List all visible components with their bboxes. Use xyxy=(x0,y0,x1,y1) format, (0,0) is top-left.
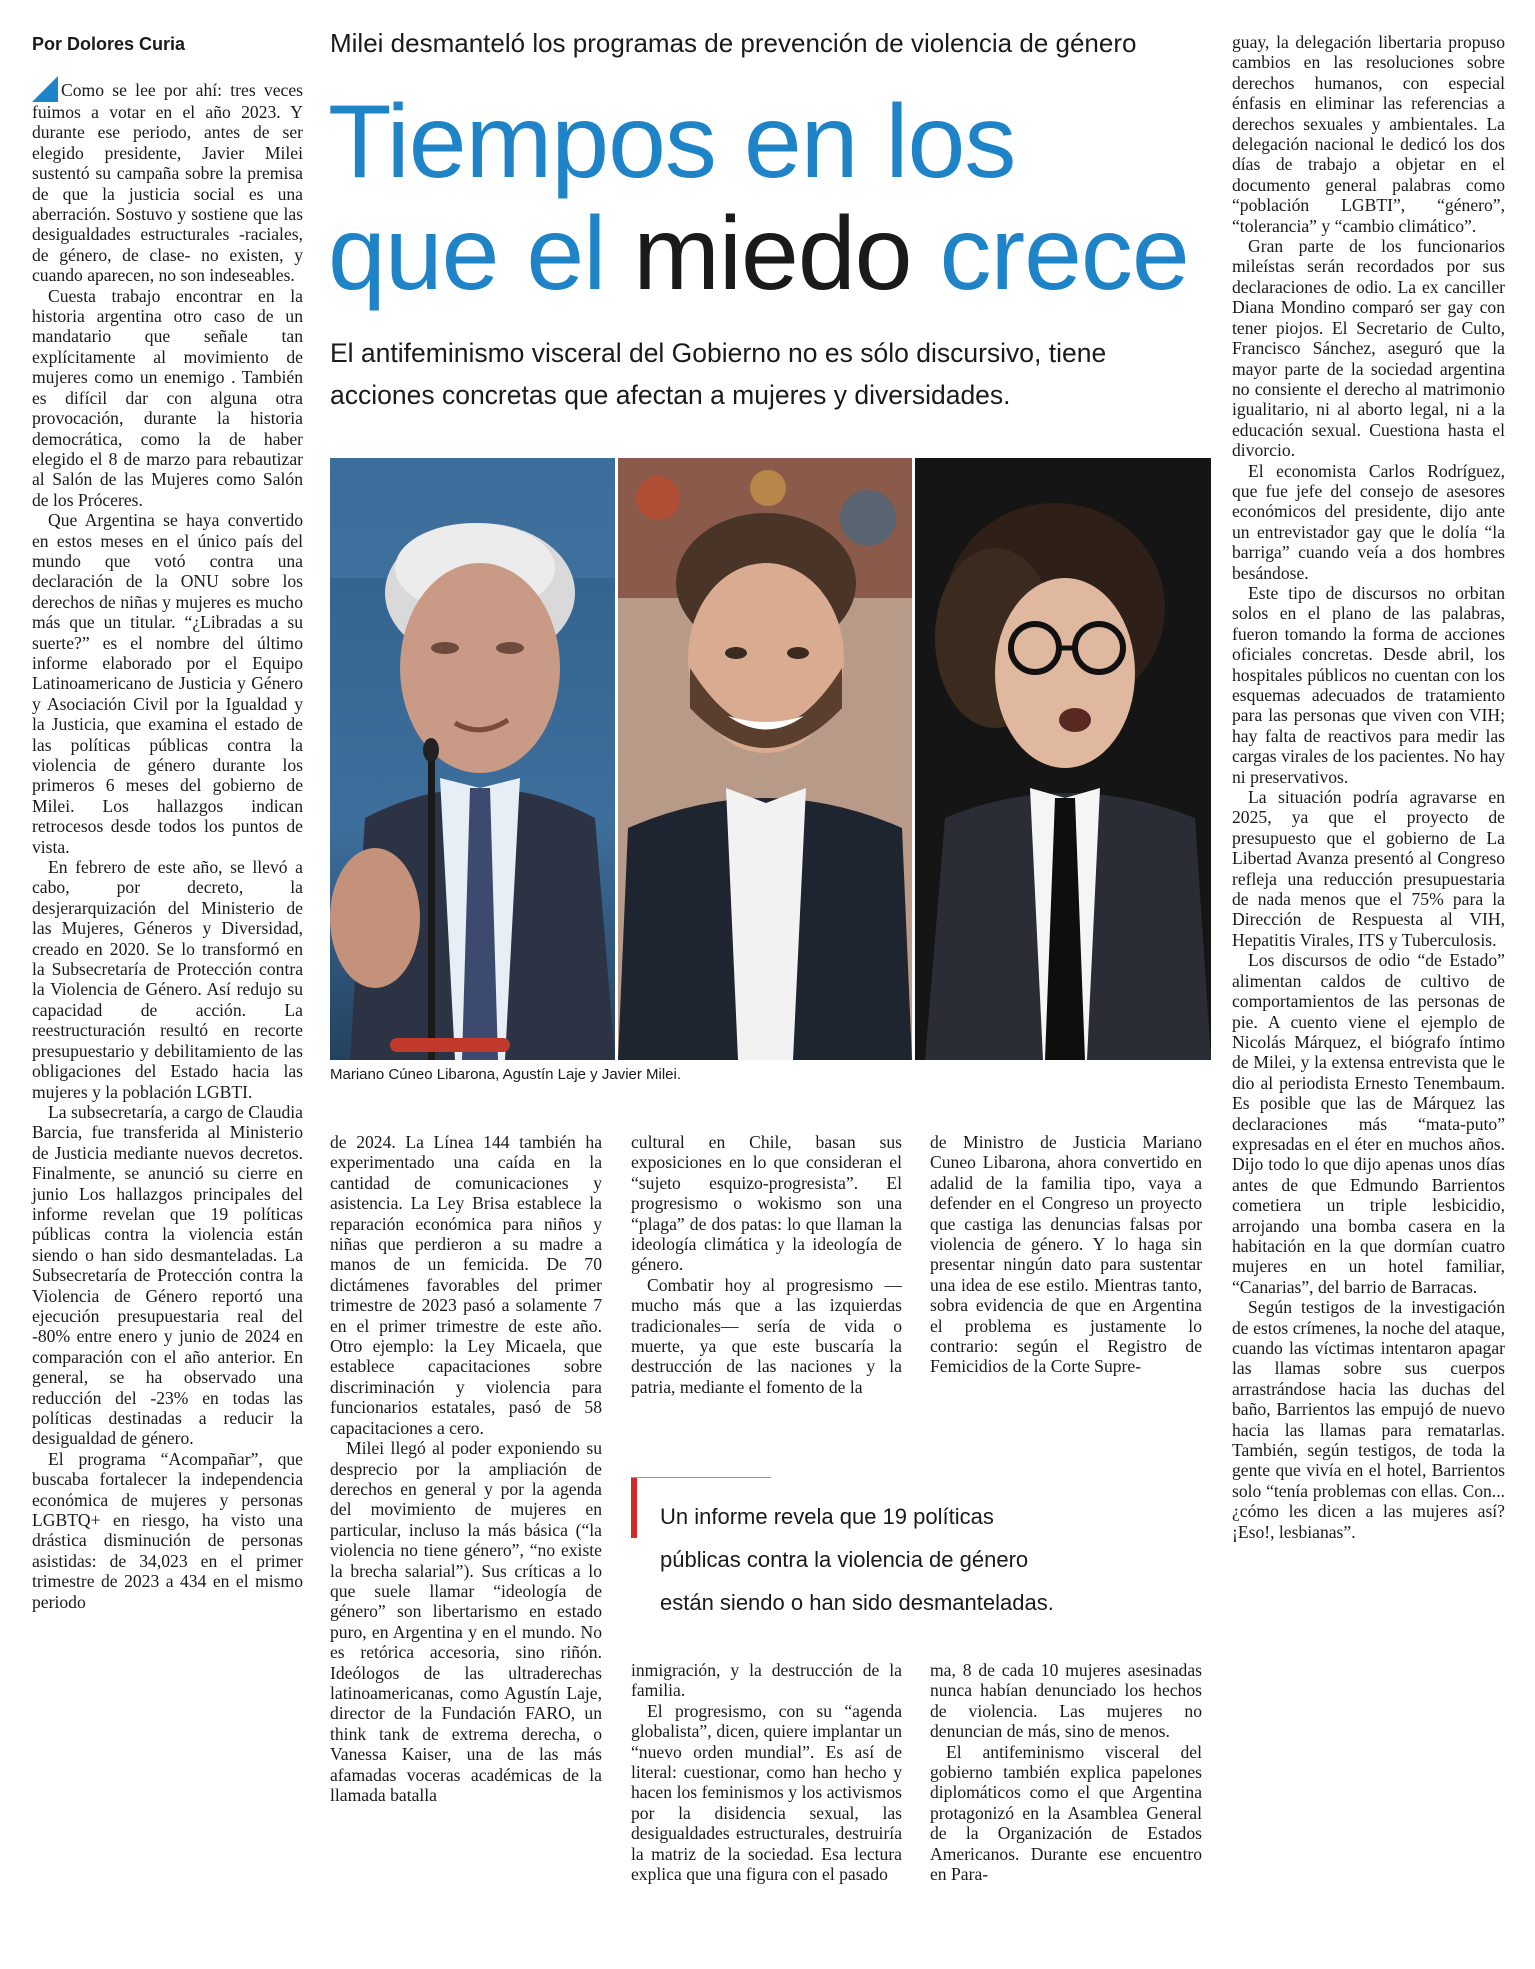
article-column-2 xyxy=(330,1132,602,1805)
portrait-image xyxy=(618,458,912,1060)
headline-line-2: que el miedo crece xyxy=(328,196,1189,312)
paragraph: Combatir hoy al progresismo —mucho más que a las izquierdas tradicionales— sería de vida o muerte, ya que este buscaría la destrucción de las naciones y la patria, mediante el fomento de la xyxy=(631,1274,902,1397)
article-column-5 xyxy=(1232,32,1505,1542)
byline: Por Dolores Curia xyxy=(32,34,186,54)
paragraph: Como se lee por ahí: tres veces fuimos a votar en el año 2023. Y durante ese periodo, antes de ser elegido presidente, Javier Milei sustentó su campaña sobre la premisa de que la justicia social es una aberración. Sostuvo y sostiene que las desigualdades estructurales -raciales, de género, de clase- no existen, y cuando aparecen, no son indeseables. xyxy=(32,80,303,286)
paragraph: Este tipo de discursos no orbitan solos en el plano de las palabras, fueron tomando la forma de acciones oficiales concretas. Desde abril, los hospitales públicos no cuentan con los esquemas adecuados de tratamiento para las personas que viven con VIH; hay falta de reactivos para medir las cargas virales de los pacientes. No hay ni preservativos. xyxy=(1232,582,1505,787)
headline xyxy=(328,86,1208,310)
paragraph: El antifeminismo visceral del gobierno también explica papelones diplomáticos como el que Argentina protagonizó en la Asamblea General de la Organización de Estados Americanos. Durante ese encuentro en Para- xyxy=(930,1741,1202,1885)
pull-quote xyxy=(660,1495,1130,1624)
article-column-3-top xyxy=(631,1132,902,1397)
article-column-3-bottom xyxy=(631,1660,902,1884)
photo-milei xyxy=(915,458,1211,1060)
deck: El antifeminismo visceral del Gobierno no es sólo discursivo, tiene acciones concretas que afectan a mujeres y diversidades. xyxy=(330,338,1107,410)
paragraph: Que Argentina se haya convertido en estos meses en el único país del mundo que votó contra una declaración de la ONU sobre los derechos de niñas y mujeres es mucho más que un titular. “¿Libradas a su suerte?” es el nombre del último informe elaborado por el Equipo Latinoamericano de Justicia y Género y Asociación Civil por la Igualdad y la Justicia, que examina el estado de las políticas públicas contra la violencia de género durante los primeros 6 meses del gobierno de Milei. Los hallazgos indican retrocesos desde todos los puntos de vista. xyxy=(32,510,303,857)
paragraph: Según testigos de la investigación de estos crímenes, la noche del ataque, cuando las víctimas intentaron apagar las llamas sobre sus cuerpos arrastrándose hacia las duchas del baño, Barrientos las empujó de nuevo hacia las llamas para rematarlas. También, según testigos, de toda la gente que vivía en el hotel, Barrientos solo “tenía problemas con ellas. Con... ¿cómo les dicen a las mujeres así? ¡Eso!, lesbianas”. xyxy=(1232,1297,1505,1542)
pull-quote-line-3: están siendo o han sido desmanteladas. xyxy=(660,1590,1054,1615)
headline-line-1: Tiempos en los xyxy=(328,84,1016,200)
pull-quote-accent-bar xyxy=(631,1478,637,1538)
paragraph: Gran parte de los funcionarios mileístas serán recordados por sus declaraciones de odio. La ex canciller Diana Mondino comparó ser gay con tener piojos. El Secretario de Culto, Francisco Sánchez, aseguró que la mayor parte de la sociedad argentina no consiente el derecho al matrimonio igualitario, ni al aborto legal, ni a la educación sexual. Cuestiona hasta el divorcio. xyxy=(1232,236,1505,461)
paragraph: El programa “Acompañar”, que buscaba fortalecer la independencia económica de mujeres y personas LGBTQ+ en riesgo, ha visto una drástica disminución de personas asistidas: de 34,023 en el primer trimestre de 2023 a 434 en el mismo periodo xyxy=(32,1448,303,1612)
paragraph: de Ministro de Justicia Mariano Cuneo Libarona, ahora convertido en adalid de la familia tipo, vaya a defender en el Congreso un proyecto que castiga las denuncias falsas por violencia de género. Y lo haga sin presentar ningún dato para sustentar una idea de ese estilo. Mientras tanto, sobra evidencia de que en Argentina el problema es justamente lo contrario: según el Registro de Femicidios de la Corte Supre- xyxy=(930,1132,1202,1377)
paragraph: de 2024. La Línea 144 también ha experimentado una caída en la cantidad de comunicaciones y asistencia. La Ley Brisa establece la reparación económica para niños y niñas que perdieron a su madre a manos de un femicida. De 70 dictámenes favorables del primer trimestre de 2023 pasó a solamente 7 en el primer trimestre de este año. Otro ejemplo: la Ley Micaela, que establece capacitaciones sobre discriminación y violencia para funcionarios estatales, pasó de 58 capacitaciones a cero. xyxy=(330,1132,602,1438)
paragraph: El economista Carlos Rodríguez, que fue jefe del consejo de asesores económicos del presidente, dijo ante un entrevistador gay que le dolía “la barriga” cuando veía a dos hombres besándose. xyxy=(1232,460,1505,583)
pull-quote-line-2: públicas contra la violencia de género xyxy=(660,1547,1029,1572)
portrait-image xyxy=(330,458,615,1060)
paragraph: Los discursos de odio “de Estado” alimentan caldos de cultivo de comportamientos de las personas de pie. A cuento viene el ejemplo de Nicolás Márquez, el biógrafo íntimo de Milei, y la extensa entrevista que le dio al periodista Ernesto Tenembaum. Es posible que las de Márquez las declaraciones más “mata-puto” expresadas en el éter en muchos años. Dijo todo lo que dijo apenas unos días antes de que Edmundo Barrientos cometiera un triple lesbicidio, arrojando una bomba casera en la habitación en la que dormían cuatro mujeres en un hotel familiar, “Canarias”, del barrio de Barracas. xyxy=(1232,950,1505,1297)
photo-strip xyxy=(330,458,1211,1060)
photo-laje xyxy=(618,458,912,1060)
photo-cuneo-libarona xyxy=(330,458,615,1060)
paragraph: En febrero de este año, se llevó a cabo, por decreto, la desjerarquización del Ministerio de las Mujeres, Géneros y Diversidad, creado en 2020. Se lo transformó en la Subsecretaría de Protección contra la Violencia de Género. Así redujo su capacidad de acción. La reestructuración resultó en recorte presupuestario y debilitamiento de las obligaciones del Estado hacia las mujeres y la población LGBTI. xyxy=(32,857,303,1102)
paragraph: guay, la delegación libertaria propuso cambios en las resoluciones sobre derechos humanos, con especial énfasis en eliminar las referencias a derechos sexuales y ambientales. La delegación nacional le dedicó los dos días de trabajo a objetar en el documento general palabras como “población LGBTI”, “género”, “tolerancia” y “cambio climático”. xyxy=(1232,32,1505,236)
article-column-4-bottom xyxy=(930,1660,1202,1884)
paragraph: Milei llegó al poder exponiendo su desprecio por la ampliación de derechos en general y por la agenda del movimiento de mujeres en particular, incluso la más básica (“la violencia no tiene género”, “no existe la brecha salarial”). Sus críticas a lo que suele llamar “ideología de género” son libertarismo en estado puro, en Argentina y en el mundo. No es retórica accesoria, sino riñón. Ideólogos de las ultraderechas latinoamericanas, como Agustín Laje, director de la Fundación FARO, un think tank de extrema derecha, o Vanessa Kaiser, una de las más afamadas voceras académicas de la llamada batalla xyxy=(330,1438,602,1805)
paragraph: cultural en Chile, basan sus exposiciones en lo que consideran el “sujeto esquizo-progresista”. El progresismo o wokismo son una “plaga” de dos patas: lo que llaman la ideología climática y la ideología de género. xyxy=(631,1132,902,1275)
article-column-1 xyxy=(32,80,303,1612)
article-column-4-top xyxy=(930,1132,1202,1377)
paragraph: El progresismo, con su “agenda globalista”, dicen, quiere implantar un “nuevo orden mundial”. Es así de literal: cuestionar, como han hecho y hacen los feminismos y los activismos por la disidencia sexual, las desigualdades estructurales, destruiría la matriz de la sociedad. Esa lectura explica que una figura con el pasado xyxy=(631,1700,902,1885)
triangle-icon xyxy=(32,76,58,102)
paragraph: ma, 8 de cada 10 mujeres asesinadas nunca habían denunciado los hechos de violencia. Las mujeres no denuncian de más, sino de menos. xyxy=(930,1660,1202,1742)
paragraph: La subsecretaría, a cargo de Claudia Barcia, fue transferida al Ministerio de Justicia mediante nuevos decretos. Finalmente, se anunció su cierre en junio Los hallazgos principales del informe revelan que 19 políticas públicas contra la violencia están siendo o han sido desmanteladas. La Subsecretaría de Protección contra la Violencia de Género reportó una ejecución presupuestaria real del -80% entre enero y junio de 2024 en comparación con el año anterior. En general, se ha observado una reducción del -23% en todas las políticas destinadas a reducir la desigualdad de género. xyxy=(32,1101,303,1449)
paragraph: Cuesta trabajo encontrar en la historia argentina otro caso de un mandatario que señale tan explícitamente al movimiento de mujeres como un enemigo . También es difícil dar con alguna otra provocación, durante la historia democrática, como la de haber elegido el 8 de marzo para rebautizar al Salón de las Mujeres como Salón de los Próceres. xyxy=(32,285,303,510)
photo-caption: Mariano Cúneo Libarona, Agustín Laje y Javier Milei. xyxy=(330,1066,682,1083)
portrait-image xyxy=(915,458,1211,1060)
paragraph: inmigración, y la destrucción de la familia. xyxy=(631,1660,902,1701)
kicker: Milei desmanteló los programas de prevención de violencia de género xyxy=(330,28,1137,58)
pull-quote-line-1: Un informe revela que 19 políticas xyxy=(660,1504,994,1529)
paragraph: La situación podría agravarse en 2025, ya que el proyecto de presupuesto que el gobierno de La Libertad Avanza presentó al Congreso refleja una reducción presupuestaria de nada menos que el 75% para la Dirección de Respuesta al VIH, Hepatitis Virales, ITS y Tuberculosis. xyxy=(1232,787,1505,950)
pull-quote-rule xyxy=(631,1477,771,1478)
